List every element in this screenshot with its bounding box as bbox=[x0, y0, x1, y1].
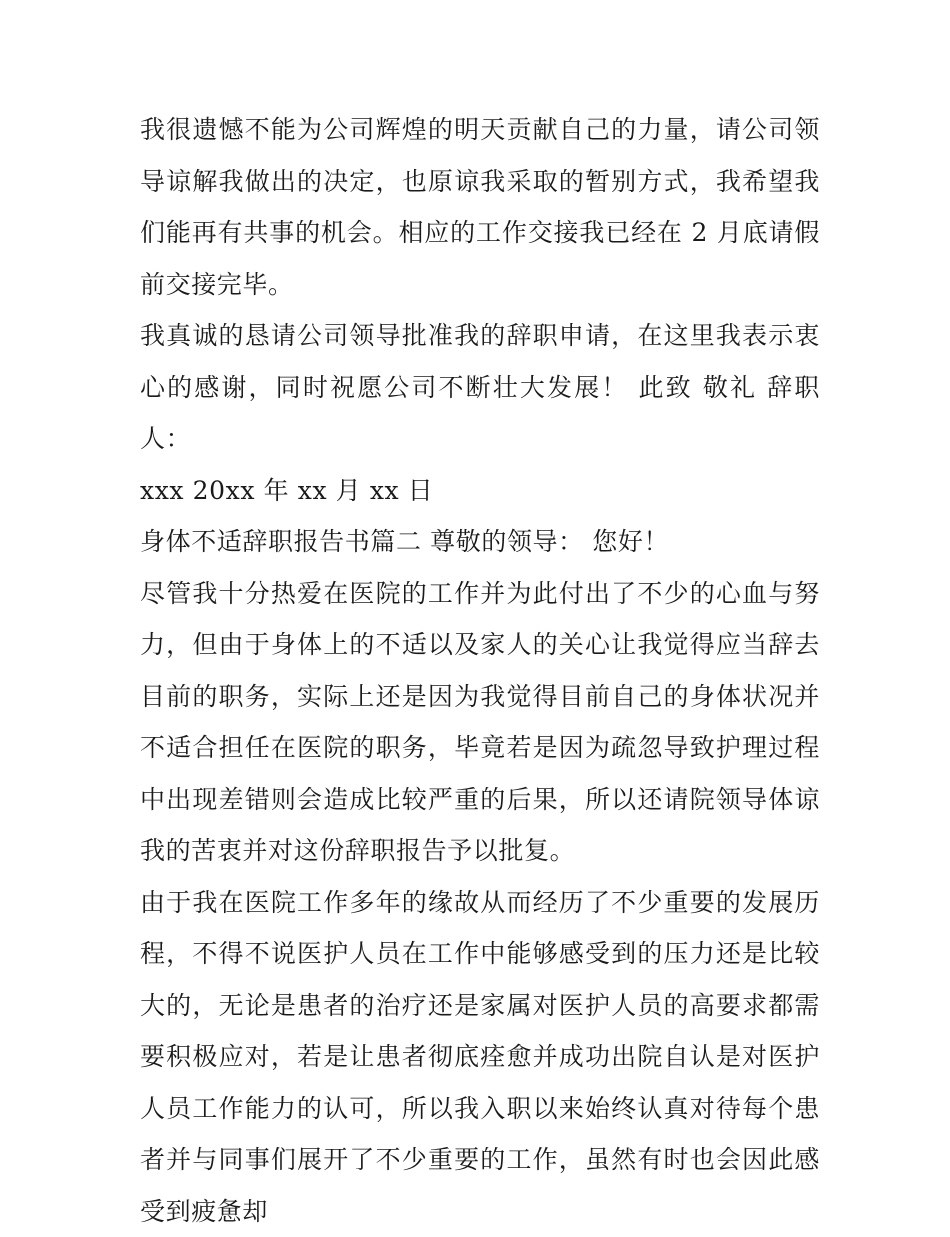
document-body bbox=[140, 104, 820, 1237]
paragraph-3: 尽管我十分热爱在医院的工作并为此付出了不少的心血与努力，但由于身体上的不适以及家人的关心让我觉得应当辞去目前的职务，实际上还是因为我觉得目前自己的身体状况并不适合担任在医院的职务，毕竟若是因为疏忽导致护理过程中出现差错则会造成比较严重的后果，所以还请院领导体谅我的苦衷并对这份辞职报告予以批复。 bbox=[140, 568, 820, 877]
paragraph-2: 我真诚的恳请公司领导批准我的辞职申请，在这里我表示衷心的感谢，同时祝愿公司不断壮大发展！ 此致 敬礼 辞职人： bbox=[140, 310, 820, 465]
paragraph-1: 我很遗憾不能为公司辉煌的明天贡献自己的力量，请公司领导谅解我做出的决定，也原谅我采取的暂别方式，我希望我们能再有共事的机会。相应的工作交接我已经在 2 月底请假前交接完毕。 bbox=[140, 104, 820, 310]
paragraph-4: 由于我在医院工作多年的缘故从而经历了不少重要的发展历程，不得不说医护人员在工作中能够感受到的压力还是比较大的，无论是患者的治疗还是家属对医护人员的高要求都需要积极应对，若是让患者彻底痊愈并成功出院自认是对医护人员工作能力的认可，所以我入职以来始终认真对待每个患者并与同事们展开了不少重要的工作，虽然有时也会因此感受到疲惫却 bbox=[140, 877, 820, 1237]
section-heading: 身体不适辞职报告书篇二 尊敬的领导： 您好！ bbox=[140, 516, 820, 568]
signature-date: xxx 20xx 年 xx 月 xx 日 bbox=[140, 465, 820, 517]
